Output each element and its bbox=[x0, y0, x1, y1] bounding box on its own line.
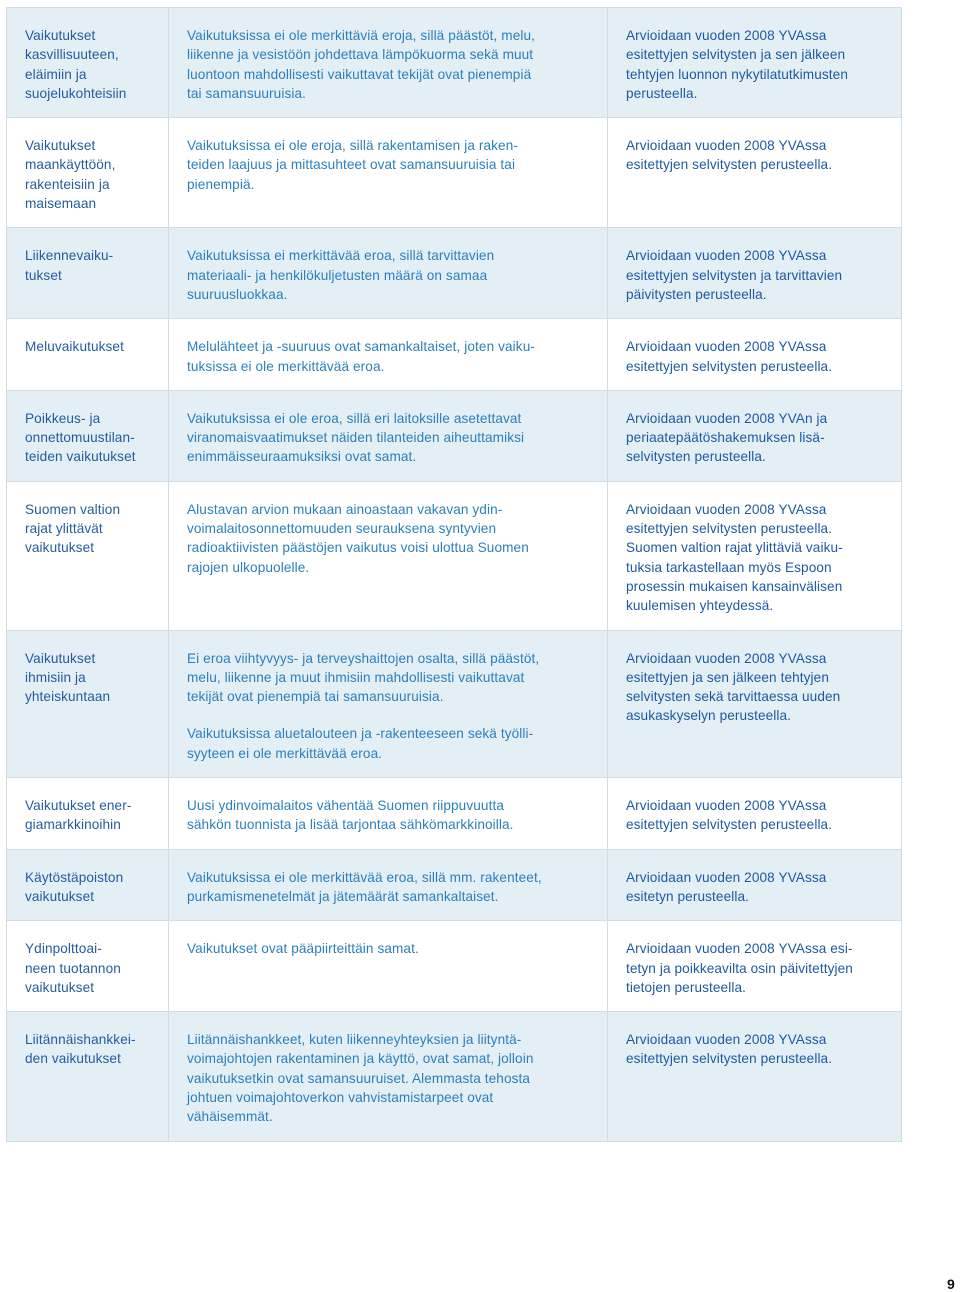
impact-description-cell bbox=[169, 921, 608, 1012]
impact-description-paragraph: Vaikutuksissa ei ole merkittäviä eroja, sillä päästöt, melu, liikenne ja vesistöön johdettava lämpökuorma sekä muut luontoon mahdollisesti vaikuttavat tekijät ovat pienempiä tai samansuuruisia. bbox=[187, 28, 536, 101]
table-row bbox=[7, 319, 902, 391]
impact-topic-cell: Poikkeus- ja onnettomuustilan- teiden vaikutukset bbox=[7, 390, 169, 481]
assessment-basis-cell: Arvioidaan vuoden 2008 YVAssa esitettyjen selvitysten perusteella. bbox=[608, 1012, 902, 1141]
impact-description-cell bbox=[169, 630, 608, 777]
impact-topic-cell: Vaikutukset kasvillisuuteen, eläimiin ja suojelukohteisiin bbox=[7, 8, 169, 118]
table-row bbox=[7, 390, 902, 481]
impact-description-paragraph: Melulähteet ja -suuruus ovat samankaltaiset, joten vaiku- tuksissa ei ole merkittävää eroa. bbox=[187, 339, 535, 374]
impact-description-cell bbox=[169, 1012, 608, 1141]
impact-comparison-table bbox=[6, 7, 902, 1142]
impact-topic-cell: Suomen valtion rajat ylittävät vaikutukset bbox=[7, 481, 169, 630]
impact-topic-cell: Vaikutukset ihmisiin ja yhteiskuntaan bbox=[7, 630, 169, 777]
assessment-basis-cell: Arvioidaan vuoden 2008 YVAssa esitetyn perusteella. bbox=[608, 849, 902, 921]
impact-description-cell bbox=[169, 8, 608, 118]
impact-description-paragraph: Vaikutuksissa ei merkittävää eroa, sillä tarvittavien materiaali- ja henkilökuljetusten määrä on samaa suuruusluokkaa. bbox=[187, 248, 495, 302]
impact-topic-cell: Liitännäishankkei- den vaikutukset bbox=[7, 1012, 169, 1141]
impact-description-paragraph: Vaikutuksissa ei ole eroja, sillä rakentamisen ja raken- teiden laajuus ja mittasuhteet ovat samansuuruisia tai pienempiä. bbox=[187, 138, 518, 192]
impact-topic-cell: Käytöstäpoiston vaikutukset bbox=[7, 849, 169, 921]
impact-description-cell bbox=[169, 319, 608, 391]
impact-description-paragraph: Vaikutuksissa aluetalouteen ja -rakenteeseen sekä työlli- syyteen ei ole merkittävää eroa. bbox=[187, 726, 534, 761]
assessment-basis-cell: Arvioidaan vuoden 2008 YVAssa esitettyjen selvitysten perusteella. bbox=[608, 778, 902, 850]
impact-topic-cell: Ydinpolttoai- neen tuotannon vaikutukset bbox=[7, 921, 169, 1012]
table-row bbox=[7, 778, 902, 850]
impact-description-paragraph: Vaikutukset ovat pääpiirteittäin samat. bbox=[187, 941, 419, 957]
impact-description-cell bbox=[169, 481, 608, 630]
impact-description-paragraph: Vaikutuksissa ei ole eroa, sillä eri laitoksille asetettavat viranomaisvaatimukset näiden tilanteiden aiheuttamiksi enimmäisseuraamuksiksi ovat samat. bbox=[187, 410, 525, 465]
table-body bbox=[7, 8, 902, 1142]
table-row bbox=[7, 118, 902, 228]
impact-description-paragraph: Vaikutuksissa ei ole merkittävää eroa, sillä mm. rakenteet, purkamismenetelmät ja jätemäärät samankaltaiset. bbox=[187, 869, 542, 904]
assessment-basis-cell: Arvioidaan vuoden 2008 YVAssa esitettyjen ja sen jälkeen tehtyjen selvitysten sekä tarvittaessa uuden asukaskyselyn perusteella. bbox=[608, 630, 902, 777]
impact-description-cell bbox=[169, 849, 608, 921]
assessment-basis-cell: Arvioidaan vuoden 2008 YVAssa esitettyjen selvitysten ja sen jälkeen tehtyjen luonnon nykytilatutkimusten perusteella. bbox=[608, 8, 902, 118]
impact-description-paragraph: Alustavan arvion mukaan ainoastaan vakavan ydin- voimalaitosonnettomuuden seurauksena syntyvien radioaktiivisten päästöjen vaikutus voisi ulottua Suomen rajojen ulkopuolelle. bbox=[187, 501, 529, 575]
table-row bbox=[7, 228, 902, 319]
impact-description-cell bbox=[169, 118, 608, 228]
table-row bbox=[7, 8, 902, 118]
impact-description-paragraph: Ei eroa viihtyvyys- ja terveyshaittojen osalta, sillä päästöt, melu, liikenne ja muut ihmisiin mahdollisesti vaikuttavat tekijät ovat pienempiä tai samansuuruisia. bbox=[187, 650, 540, 705]
impact-description-cell bbox=[169, 228, 608, 319]
impact-topic-cell: Vaikutukset ener- giamarkkinoihin bbox=[7, 778, 169, 850]
table-row bbox=[7, 630, 902, 777]
assessment-basis-cell: Arvioidaan vuoden 2008 YVAn ja periaatepäätöshakemuksen lisä- selvitysten perusteella. bbox=[608, 390, 902, 481]
impact-description-paragraph: Liitännäishankkeet, kuten liikenneyhteyksien ja liityntä- voimajohtojen rakentaminen ja käyttö, ovat samat, jolloin vaikutuksetkin ovat samansuuruiset. Alemmasta tehosta johtuen voimajohtoverkon vahvistamistarpeet ovat vähäisemmät. bbox=[187, 1032, 534, 1125]
assessment-basis-cell: Arvioidaan vuoden 2008 YVAssa esitettyjen selvitysten perusteella. bbox=[608, 319, 902, 391]
page-number: 9 bbox=[947, 1276, 955, 1292]
table-row bbox=[7, 1012, 902, 1141]
table-row bbox=[7, 481, 902, 630]
impact-description-cell bbox=[169, 390, 608, 481]
impact-description-cell bbox=[169, 778, 608, 850]
impact-description-paragraph: Uusi ydinvoimalaitos vähentää Suomen riippuvuutta sähkön tuonnista ja lisää tarjontaa sähkömarkkinoilla. bbox=[187, 798, 514, 833]
impact-topic-cell: Vaikutukset maankäyttöön, rakenteisiin ja maisemaan bbox=[7, 118, 169, 228]
assessment-basis-cell: Arvioidaan vuoden 2008 YVAssa esitettyjen selvitysten ja tarvittavien päivitysten perusteella. bbox=[608, 228, 902, 319]
assessment-basis-cell: Arvioidaan vuoden 2008 YVAssa esitettyjen selvitysten perusteella. Suomen valtion rajat ylittäviä vaiku- tuksia tarkastellaan myös Espoon prosessin mukaisen kansainvälisen kuulemisen yhteydessä. bbox=[608, 481, 902, 630]
impact-topic-cell: Meluvaikutukset bbox=[7, 319, 169, 391]
assessment-basis-cell: Arvioidaan vuoden 2008 YVAssa esitettyjen selvitysten perusteella. bbox=[608, 118, 902, 228]
table-row bbox=[7, 921, 902, 1012]
table-row bbox=[7, 849, 902, 921]
impact-topic-cell: Liikennevaiku- tukset bbox=[7, 228, 169, 319]
assessment-basis-cell: Arvioidaan vuoden 2008 YVAssa esi- tetyn ja poikkeavilta osin päivitettyjen tietojen perusteella. bbox=[608, 921, 902, 1012]
